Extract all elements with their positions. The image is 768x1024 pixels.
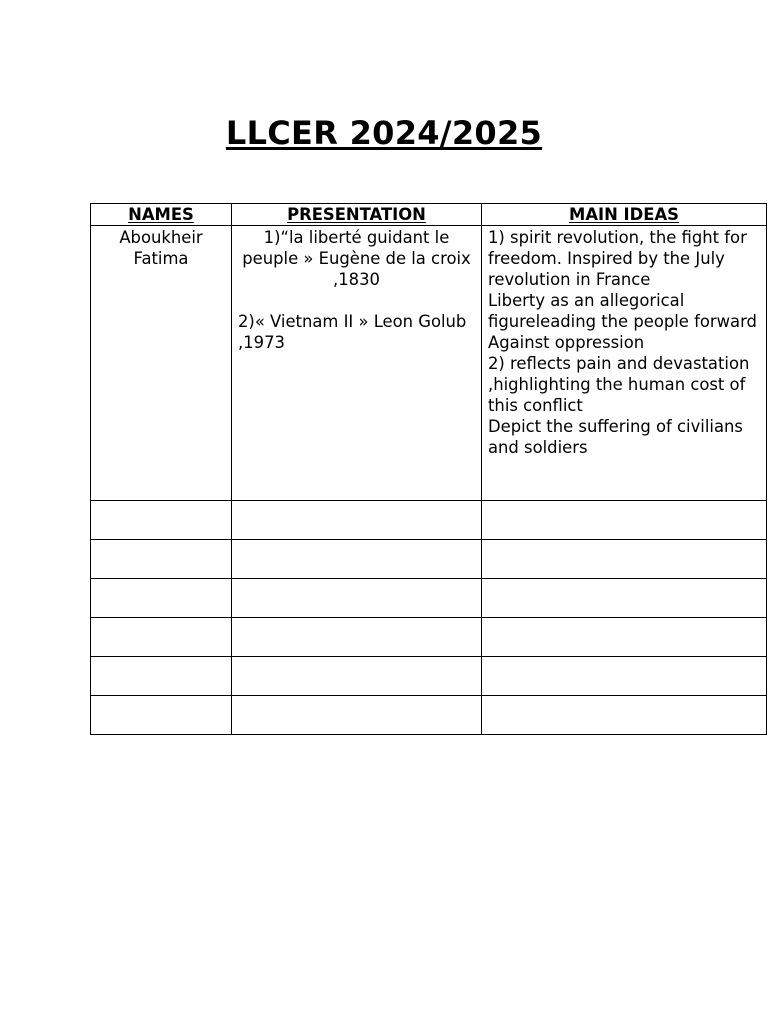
cell-empty[interactable]: [232, 657, 482, 696]
cell-names[interactable]: Aboukheir Fatima: [91, 226, 232, 501]
main-idea-line: ,highlighting the human cost of this conflict: [488, 375, 746, 415]
cell-empty[interactable]: [482, 540, 767, 579]
cell-empty[interactable]: [482, 501, 767, 540]
cell-empty[interactable]: [91, 657, 232, 696]
table-header-row: [91, 204, 767, 226]
table-row-empty: [91, 657, 767, 696]
header-names: NAMES: [91, 204, 232, 226]
cell-empty[interactable]: [232, 501, 482, 540]
cell-empty[interactable]: [91, 618, 232, 657]
cell-empty[interactable]: [482, 618, 767, 657]
cell-empty[interactable]: [482, 579, 767, 618]
main-idea-line: 2) reflects pain and devastation: [488, 354, 750, 373]
cell-empty[interactable]: [482, 657, 767, 696]
main-idea-line: Depict the suffering of civilians and soldiers: [488, 417, 743, 457]
cell-main-ideas[interactable]: [482, 226, 767, 501]
cell-empty[interactable]: [232, 579, 482, 618]
header-main-ideas: MAIN IDEAS: [482, 204, 767, 226]
cell-empty[interactable]: [232, 540, 482, 579]
main-idea-line: Against oppression: [488, 333, 645, 352]
cell-empty[interactable]: [91, 579, 232, 618]
presentation-item: 2)« Vietnam II » Leon Golub ,1973: [238, 312, 467, 352]
main-idea-line: Liberty as an allegorical figureleading the people forward: [488, 291, 757, 331]
cell-empty[interactable]: [91, 501, 232, 540]
cell-empty[interactable]: [91, 540, 232, 579]
cell-presentation[interactable]: [232, 226, 482, 501]
table-row: [91, 226, 767, 501]
presentation-item: 1)“la liberté guidant le peuple » Eugène de la croix ,1830: [242, 228, 471, 289]
header-presentation: PRESENTATION: [232, 204, 482, 226]
cell-empty[interactable]: [91, 696, 232, 735]
presentation-spacer: [238, 290, 475, 311]
table-row-empty: [91, 579, 767, 618]
table-row-empty: [91, 501, 767, 540]
table-row-empty: [91, 618, 767, 657]
cell-empty[interactable]: [482, 696, 767, 735]
main-idea-line: 1) spirit revolution, the fight for freedom. Inspired by the July revolution in France: [488, 228, 747, 289]
cell-empty[interactable]: [232, 696, 482, 735]
table-row-empty: [91, 540, 767, 579]
presentation-table: [90, 203, 767, 735]
table-row-empty: [91, 696, 767, 735]
document-title: LLCER 2024/2025: [225, 114, 543, 153]
cell-empty[interactable]: [232, 618, 482, 657]
